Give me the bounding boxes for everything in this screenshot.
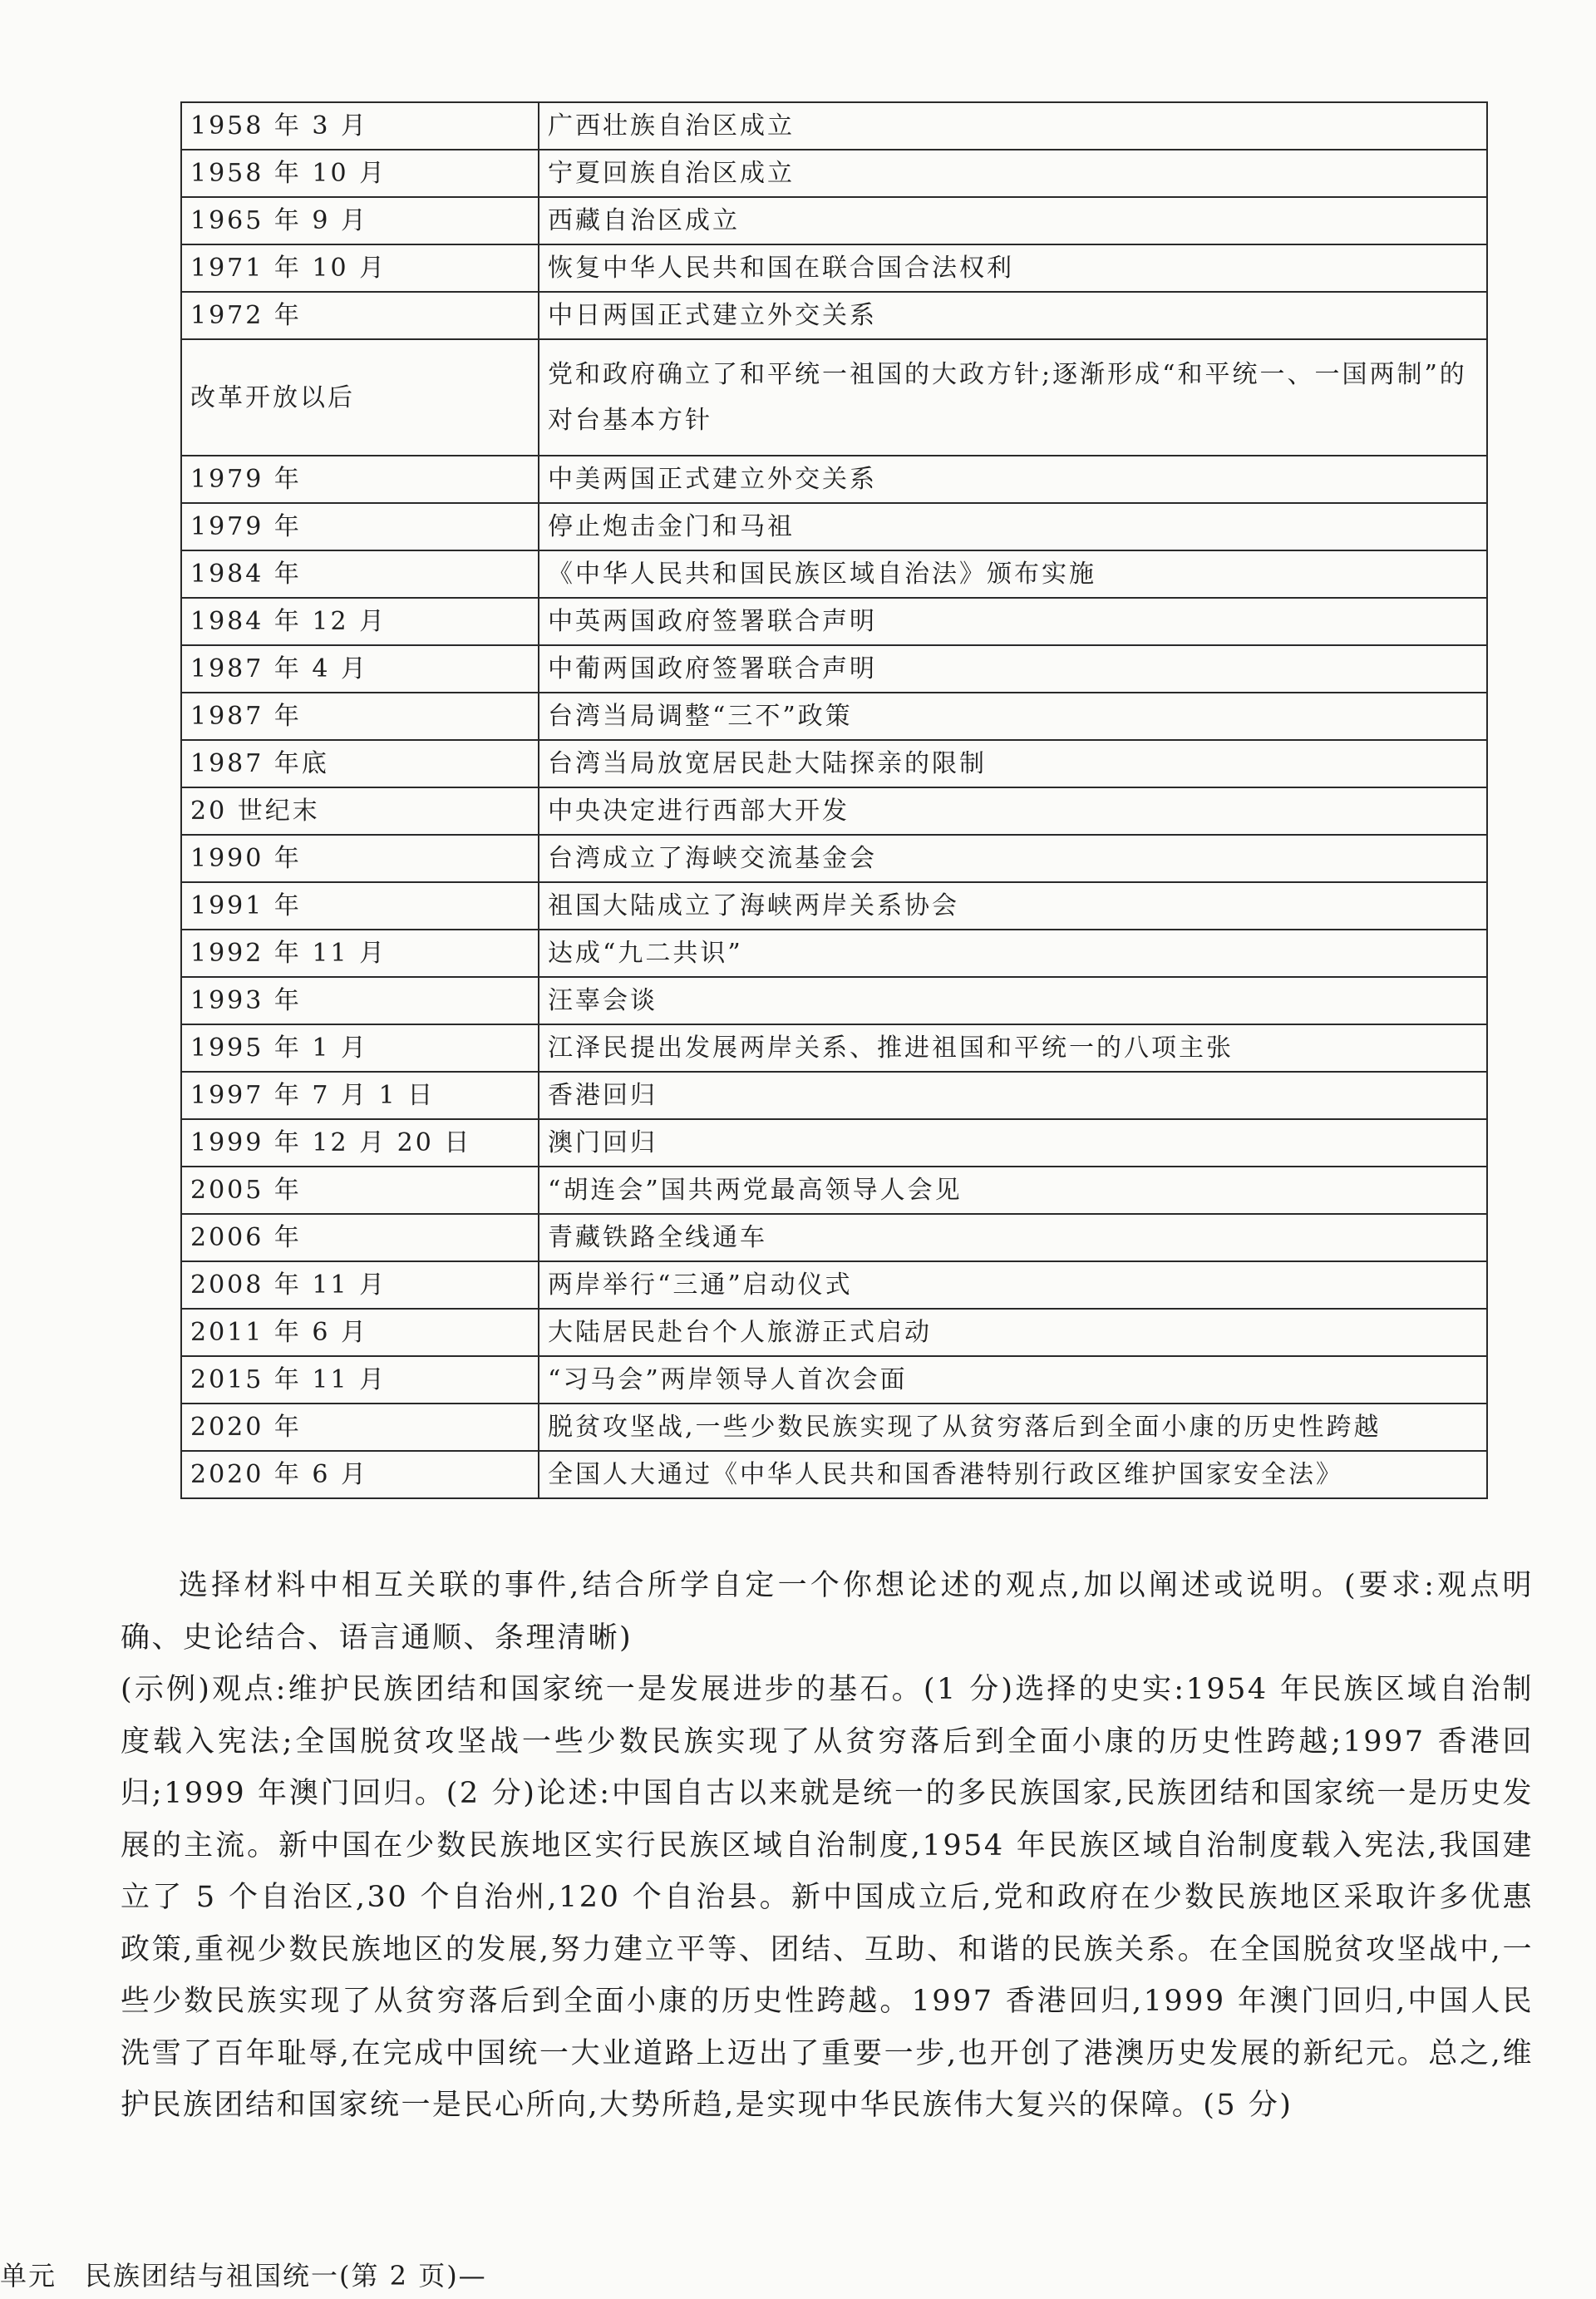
- timeline-date: 1984 年: [181, 550, 539, 598]
- timeline-date: 改革开放以后: [181, 339, 539, 456]
- timeline-row: [181, 292, 1487, 339]
- timeline-event: 祖国大陆成立了海峡两岸关系协会: [539, 882, 1487, 930]
- timeline-event: 两岸举行“三通”启动仪式: [539, 1261, 1487, 1309]
- timeline-row: [181, 1024, 1487, 1072]
- timeline-row: [181, 456, 1487, 503]
- timeline-date: 1993 年: [181, 977, 539, 1024]
- timeline-row: [181, 1356, 1487, 1404]
- timeline-event: 《中华人民共和国民族区域自治法》颁布实施: [539, 550, 1487, 598]
- timeline-row: [181, 503, 1487, 550]
- timeline-event: 党和政府确立了和平统一祖国的大政方针;逐渐形成“和平统一、一国两制”的对台基本方针: [539, 339, 1487, 456]
- timeline-event: 中葡两国政府签署联合声明: [539, 645, 1487, 693]
- timeline-date: 1987 年底: [181, 740, 539, 787]
- timeline-date: 1958 年 3 月: [181, 102, 539, 150]
- timeline-date: 1965 年 9 月: [181, 197, 539, 244]
- timeline-date: 1971 年 10 月: [181, 244, 539, 292]
- timeline-table: [180, 101, 1488, 1499]
- timeline-row: [181, 1261, 1487, 1309]
- timeline-date: 1972 年: [181, 292, 539, 339]
- timeline-event: 中央决定进行西部大开发: [539, 787, 1487, 835]
- timeline-row: [181, 645, 1487, 693]
- timeline-date: 1992 年 11 月: [181, 930, 539, 977]
- timeline-row: [181, 197, 1487, 244]
- timeline-date: 2005 年: [181, 1167, 539, 1214]
- timeline-date: 2011 年 6 月: [181, 1309, 539, 1356]
- timeline-event: 台湾成立了海峡交流基金会: [539, 835, 1487, 882]
- timeline-row: [181, 150, 1487, 197]
- timeline-date: 2020 年: [181, 1404, 539, 1451]
- timeline-date: 1979 年: [181, 456, 539, 503]
- timeline-row: [181, 339, 1487, 456]
- timeline-row: [181, 1404, 1487, 1451]
- timeline-event: 宁夏回族自治区成立: [539, 150, 1487, 197]
- timeline-body: [181, 102, 1487, 1498]
- timeline-date: 2015 年 11 月: [181, 1356, 539, 1404]
- timeline-date: 1999 年 12 月 20 日: [181, 1119, 539, 1167]
- timeline-event: 停止炮击金门和马祖: [539, 503, 1487, 550]
- timeline-event: 汪辜会谈: [539, 977, 1487, 1024]
- timeline-date: 1987 年: [181, 693, 539, 740]
- timeline-event: 全国人大通过《中华人民共和国香港特别行政区维护国家安全法》: [539, 1451, 1487, 1498]
- timeline-row: [181, 102, 1487, 150]
- timeline-date: 1984 年 12 月: [181, 598, 539, 645]
- timeline-row: [181, 1214, 1487, 1261]
- timeline-row: [181, 598, 1487, 645]
- timeline-row: [181, 740, 1487, 787]
- page-footer: 单元 民族团结与祖国统一(第 2 页)—: [0, 2260, 487, 2292]
- question-prompt: 选择材料中相互关联的事件,结合所学自定一个你想论述的观点,加以阐述或说明。(要求:观点明确、史论结合、语言通顺、条理清晰): [121, 1569, 1534, 1655]
- timeline-row: [181, 977, 1487, 1024]
- timeline-event: 大陆居民赴台个人旅游正式启动: [539, 1309, 1487, 1356]
- timeline-event: 西藏自治区成立: [539, 197, 1487, 244]
- timeline-row: [181, 693, 1487, 740]
- timeline-event: 江泽民提出发展两岸关系、推进祖国和平统一的八项主张: [539, 1024, 1487, 1072]
- timeline-event: 脱贫攻坚战,一些少数民族实现了从贫穷落后到全面小康的历史性跨越: [539, 1404, 1487, 1451]
- timeline-date: 2020 年 6 月: [181, 1451, 539, 1498]
- timeline-event: 广西壮族自治区成立: [539, 102, 1487, 150]
- timeline-date: 1997 年 7 月 1 日: [181, 1072, 539, 1119]
- timeline-event: 恢复中华人民共和国在联合国合法权利: [539, 244, 1487, 292]
- timeline-date: 2008 年 11 月: [181, 1261, 539, 1309]
- timeline-row: [181, 835, 1487, 882]
- timeline-event: 香港回归: [539, 1072, 1487, 1119]
- question-block: [121, 1560, 1534, 2132]
- timeline-date: 2006 年: [181, 1214, 539, 1261]
- timeline-date: 1979 年: [181, 503, 539, 550]
- timeline-event: 青藏铁路全线通车: [539, 1214, 1487, 1261]
- timeline-row: [181, 787, 1487, 835]
- timeline-event: 中美两国正式建立外交关系: [539, 456, 1487, 503]
- timeline-row: [181, 1072, 1487, 1119]
- timeline-date: 1990 年: [181, 835, 539, 882]
- timeline-event: 澳门回归: [539, 1119, 1487, 1167]
- timeline-event: 台湾当局放宽居民赴大陆探亲的限制: [539, 740, 1487, 787]
- timeline-event: 中英两国政府签署联合声明: [539, 598, 1487, 645]
- sample-answer: (示例)观点:维护民族团结和国家统一是发展进步的基石。(1 分)选择的史实:1954 年民族区域自治制度载入宪法;全国脱贫攻坚战一些少数民族实现了从贫穷落后到全面小康的历史性跨越;1997 香港回归;1999 年澳门回归。(2 分)论述:中国自古以来就是统一的多民族国家,民族团结和国家统一是历史发展的主流。新中国在少数民族地区实行民族区域自治制度,1954 年民族区域自治制度载入宪法,我国建立了 5 个自治区,30 个自治州,120 个自治县。新中国成立后,党和政府在少数民族地区采取许多优惠政策,重视少数民族地区的发展,努力建立平等、团结、互助、和谐的民族关系。在全国脱贫攻坚战中,一些少数民族实现了从贫穷落后到全面小康的历史性跨越。1997 香港回归,1999 年澳门回归,中国人民洗雪了百年耻辱,在完成中国统一大业道路上迈出了重要一步,也开创了港澳历史发展的新纪元。总之,维护民族团结和国家统一是民心所向,大势所趋,是实现中华民族伟大复兴的保障。(5 分): [121, 1673, 1534, 2122]
- timeline-event: “习马会”两岸领导人首次会面: [539, 1356, 1487, 1404]
- timeline-row: [181, 550, 1487, 598]
- timeline-row: [181, 1167, 1487, 1214]
- timeline-event: 台湾当局调整“三不”政策: [539, 693, 1487, 740]
- timeline-row: [181, 244, 1487, 292]
- timeline-row: [181, 882, 1487, 930]
- timeline-date: 1987 年 4 月: [181, 645, 539, 693]
- timeline-row: [181, 1309, 1487, 1356]
- timeline-event: 达成“九二共识”: [539, 930, 1487, 977]
- timeline-row: [181, 1451, 1487, 1498]
- timeline-date: 20 世纪末: [181, 787, 539, 835]
- timeline-row: [181, 930, 1487, 977]
- timeline-date: 1958 年 10 月: [181, 150, 539, 197]
- timeline-event: 中日两国正式建立外交关系: [539, 292, 1487, 339]
- timeline-row: [181, 1119, 1487, 1167]
- timeline-event: “胡连会”国共两党最高领导人会见: [539, 1167, 1487, 1214]
- timeline-date: 1995 年 1 月: [181, 1024, 539, 1072]
- timeline-date: 1991 年: [181, 882, 539, 930]
